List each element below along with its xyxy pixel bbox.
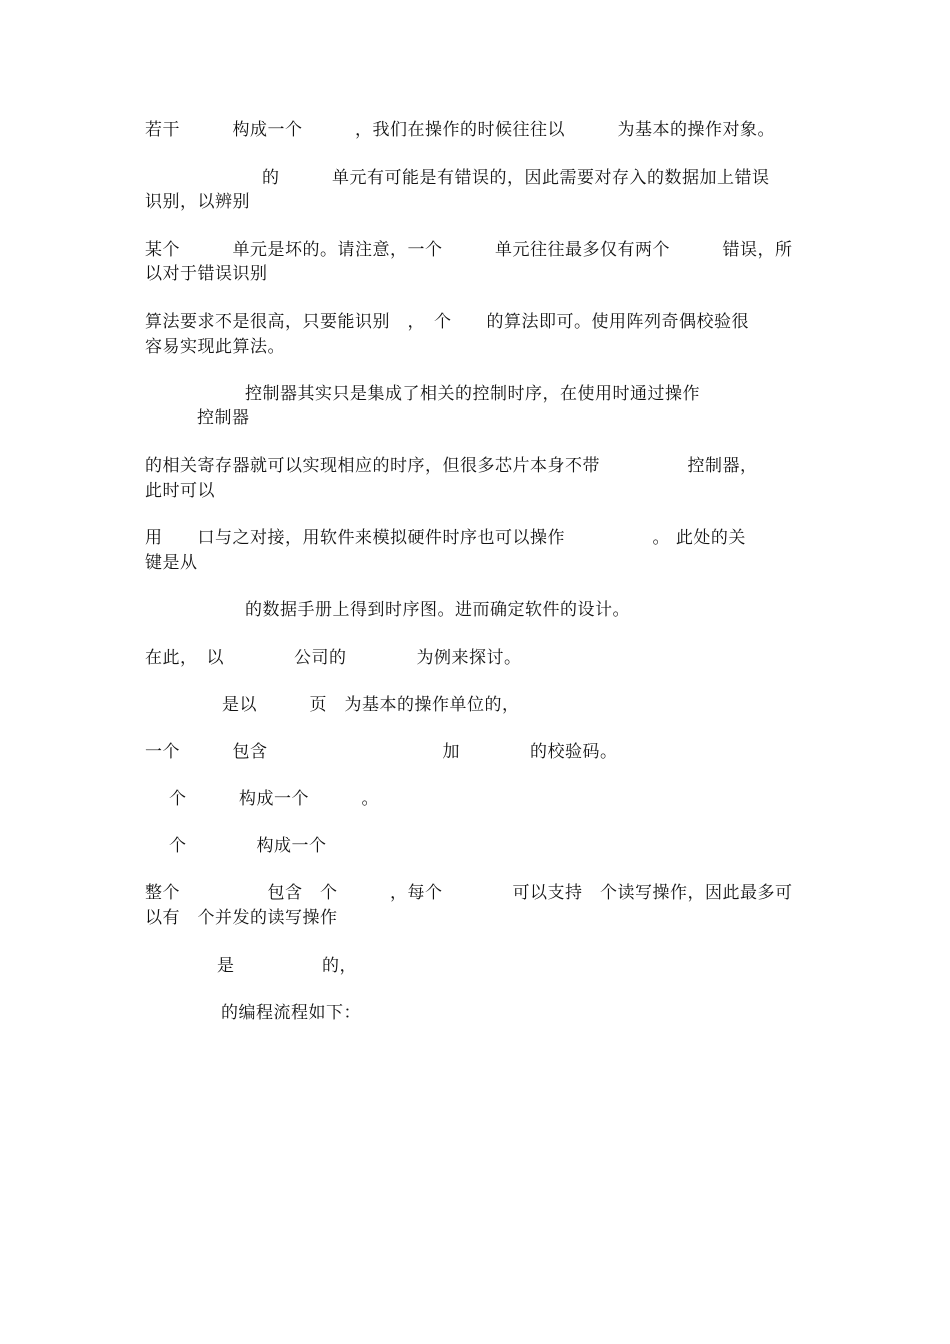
text-line: 是以 页 为基本的操作单位的，	[222, 695, 520, 715]
text-line: 键是从	[145, 553, 198, 573]
text-line: 以有 个并发的读写操作	[145, 908, 338, 928]
text-line: 整个 包含 个 ，每个 可以支持 个读写操作，因此最多可	[145, 883, 793, 903]
text-line: 一个 包含 加 的校验码。	[145, 742, 618, 762]
text-line: 容易实现此算法。	[145, 337, 285, 357]
text-line: 控制器其实只是集成了相关的控制时序，在使用时通过操作	[245, 384, 700, 404]
text-line: 此时可以	[145, 481, 215, 501]
text-line: 个 构成一个 。	[169, 789, 379, 809]
text-line: 以对于错误识别	[145, 264, 268, 284]
text-line: 控制器	[197, 408, 250, 428]
text-line: 某个 单元是坏的。请注意，一个 单元往往最多仅有两个 错误，所	[145, 240, 793, 260]
text-line: 若干 构成一个 ，我们在操作的时候往往以 为基本的操作对象。	[145, 120, 775, 140]
text-line: 在此， 以 公司的 为例来探讨。	[145, 648, 522, 668]
text-line: 的数据手册上得到时序图。进而确定软件的设计。	[245, 600, 630, 620]
text-line: 的编程流程如下：	[221, 1003, 361, 1023]
text-line: 识别，以辨别	[145, 192, 250, 212]
text-line: 的 单元有可能是有错误的，因此需要对存入的数据加上错误	[262, 168, 770, 188]
text-line: 是 的，	[217, 956, 357, 976]
text-line: 算法要求不是很高，只要能识别 ， 个 的算法即可。使用阵列奇偶校验很	[145, 312, 749, 332]
text-line: 个 构成一个	[169, 836, 327, 856]
text-line: 的相关寄存器就可以实现相应的时序，但很多芯片本身不带 控制器，	[145, 456, 758, 476]
text-line: 用 口与之对接，用软件来模拟硬件时序也可以操作 。 此处的关	[145, 528, 746, 548]
